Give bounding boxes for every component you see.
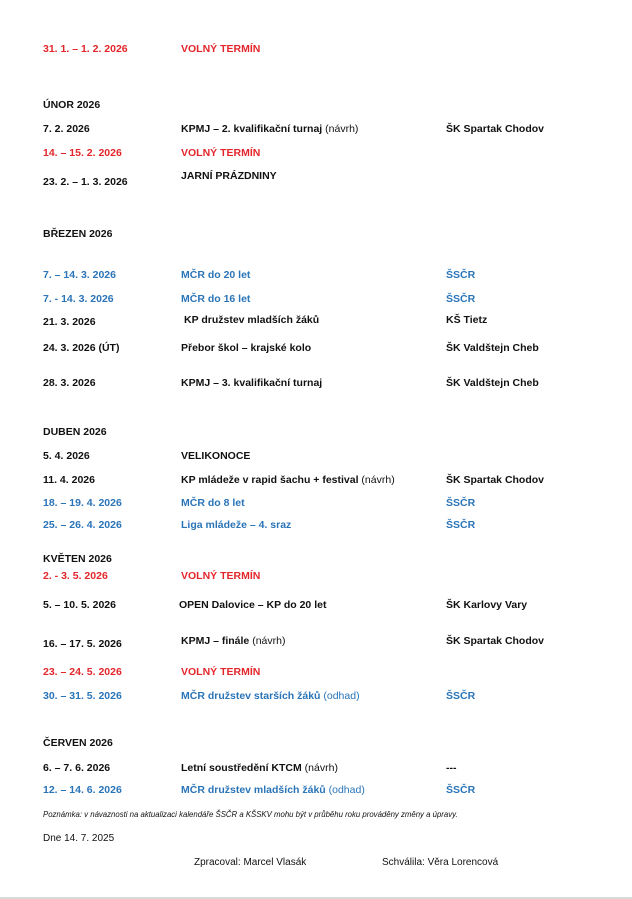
month-heading: DUBEN 2026 [43,426,107,438]
row-event: Přebor škol – krajské kolo [181,342,312,354]
row-event: Liga mládeže – 4. sraz [181,519,292,531]
row-organizer: ŠSČR [446,784,476,796]
calendar-row [0,472,632,488]
row-event: MČR do 16 let [181,293,251,305]
calendar-row [0,448,632,464]
month-heading: ÚNOR 2026 [43,99,101,111]
row-event: KP mládeže v rapid šachu + festival [181,474,359,486]
calendar-row [0,312,632,328]
row-event-cell [181,782,365,798]
row-organizer: ŠK Valdštejn Cheb [446,342,539,354]
row-event-note: (odhad) [325,784,365,796]
row-event: VOLNÝ TERMÍN [181,43,261,55]
row-date: 7. 2. 2026 [43,123,90,135]
row-event: VOLNÝ TERMÍN [181,570,261,582]
prepared-by: Zpracoval: Marcel Vlasák [194,857,307,868]
calendar-row [0,121,632,137]
calendar-row [0,291,632,307]
calendar-row [0,688,632,704]
calendar-row [0,495,632,511]
row-event-cell [181,688,360,704]
calendar-row [0,172,632,188]
row-date: 25. – 26. 4. 2026 [43,519,122,531]
row-event-cell [181,472,395,488]
row-date: 5. – 10. 5. 2026 [43,599,116,611]
row-organizer: ŠSČR [446,519,476,531]
approved-by: Schválila: Věra Lorencová [382,857,499,868]
row-date: 30. – 31. 5. 2026 [43,690,122,702]
calendar-row [0,145,632,161]
footnote: Poznámka: v návaznosti na aktualizaci kalendáře ŠSČR a KŠSKV mohu být v průběhu roku prováděny změny a úpravy. [43,810,458,819]
row-event: KPMJ – 3. kvalifikační turnaj [181,377,323,389]
row-event-note: (odhad) [320,690,360,702]
row-event: MČR družstev starších žáků [181,690,321,702]
month-heading: KVĚTEN 2026 [43,553,112,565]
row-event: Letní soustředění KTCM [181,762,302,774]
calendar-row [0,782,632,798]
row-date: 23. 2. – 1. 3. 2026 [43,176,128,188]
row-organizer: --- [446,762,457,774]
row-date: 7. - 14. 3. 2026 [43,293,114,305]
calendar-row [0,375,632,391]
row-organizer: ŠK Valdštejn Cheb [446,377,539,389]
row-event: KPMJ – finále [181,635,250,647]
row-date: 6. – 7. 6. 2026 [43,762,111,774]
row-event: MČR do 8 let [181,497,245,509]
row-date: 18. – 19. 4. 2026 [43,497,122,509]
row-date: 28. 3. 2026 [43,377,96,389]
row-event: JARNÍ PRÁZDNINY [181,170,277,182]
calendar-row [0,267,632,283]
row-organizer: ŠK Spartak Chodov [446,474,545,486]
row-organizer: ŠSČR [446,269,476,281]
row-organizer: ŠK Spartak Chodov [446,123,545,135]
row-event-note: (návrh) [322,123,359,135]
row-date: 16. – 17. 5. 2026 [43,638,122,650]
row-event-note: (návrh) [249,635,286,647]
row-organizer: ŠK Karlovy Vary [446,599,528,611]
calendar-row [0,517,632,533]
row-date: 24. 3. 2026 (ÚT) [43,342,120,354]
calendar-row [0,633,632,649]
row-date: 21. 3. 2026 [43,316,96,328]
row-event-cell [181,121,358,137]
row-event: KPMJ – 2. kvalifikační turnaj [181,123,323,135]
calendar-row [0,340,632,356]
row-date: 5. 4. 2026 [43,450,90,462]
row-event-cell [181,633,285,649]
document-date: Dne 14. 7. 2025 [43,833,115,844]
calendar-row [0,41,632,57]
row-event-cell [181,760,338,776]
month-heading: ČERVEN 2026 [43,737,113,749]
row-event: VOLNÝ TERMÍN [181,666,261,678]
calendar-row [0,664,632,680]
calendar-row [0,568,632,584]
row-date: 31. 1. – 1. 2. 2026 [43,43,128,55]
row-event: MČR družstev mladších žáků [181,784,326,796]
row-date: 12. – 14. 6. 2026 [43,784,122,796]
row-organizer: ŠK Spartak Chodov [446,635,545,647]
row-date: 23. – 24. 5. 2026 [43,666,122,678]
row-organizer: ŠSČR [446,690,476,702]
row-organizer: ŠSČR [446,293,476,305]
row-event: VOLNÝ TERMÍN [181,147,261,159]
row-event-note: (návrh) [358,474,395,486]
row-date: 7. – 14. 3. 2026 [43,269,116,281]
row-event: VELIKONOCE [181,450,251,462]
row-organizer: KŠ Tietz [446,314,488,326]
month-heading: BŘEZEN 2026 [43,228,113,240]
row-date: 11. 4. 2026 [43,474,95,486]
row-organizer: ŠSČR [446,497,476,509]
row-date: 2. - 3. 5. 2026 [43,570,108,582]
row-event-note: (návrh) [301,762,338,774]
row-event: KP družstev mladších žáků [184,314,320,326]
row-event: MČR do 20 let [181,269,251,281]
row-date: 14. – 15. 2. 2026 [43,147,122,159]
calendar-row [0,597,632,613]
row-event: OPEN Dalovice – KP do 20 let [179,599,327,611]
calendar-row [0,760,632,776]
